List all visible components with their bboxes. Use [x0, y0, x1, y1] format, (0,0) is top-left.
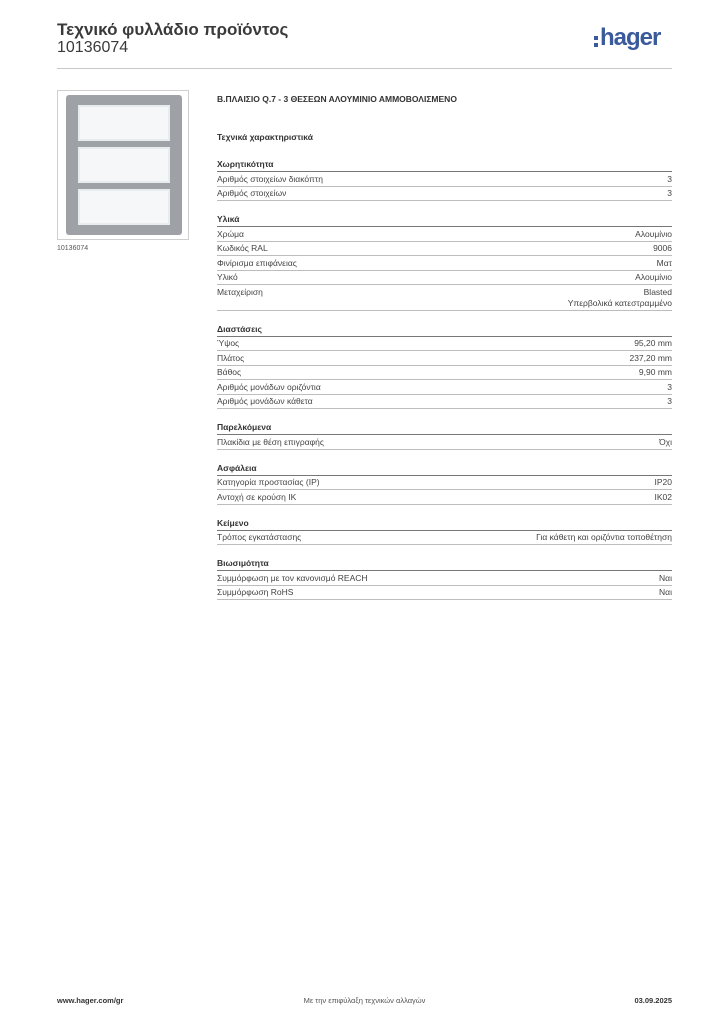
- spec-value: [629, 353, 672, 364]
- spec-value-line: 3: [667, 396, 672, 406]
- footer-website-link[interactable]: www.hager.com/gr: [57, 996, 124, 1005]
- spec-label: Συμμόρφωση RoHS: [217, 587, 294, 597]
- spec-value: [667, 188, 672, 199]
- spec-value: [536, 532, 672, 543]
- spec-value-line: 3: [667, 381, 672, 392]
- header-product-code: 10136074: [57, 39, 129, 56]
- spec-label: Αντοχή σε κρούση IK: [217, 491, 297, 502]
- spec-value-line: Blasted: [643, 286, 672, 297]
- footer-notice: Με την επιφύλαξη τεχνικών αλλαγών: [303, 996, 426, 1005]
- product-image: [57, 90, 189, 240]
- spec-value: [659, 573, 672, 584]
- frame-illustration: [66, 95, 182, 235]
- spec-label: Ύψος: [217, 338, 240, 348]
- section-title: Ασφάλεια: [217, 463, 672, 476]
- spec-value-line: 237,20 mm: [629, 352, 672, 363]
- spec-row: [217, 227, 672, 242]
- spec-value: [659, 437, 672, 448]
- section-title: Διαστάσεις: [217, 324, 672, 337]
- spec-value-line: Ναι: [659, 587, 672, 597]
- spec-row: [217, 380, 672, 395]
- spec-section: [217, 558, 672, 600]
- spec-label: Κωδικός RAL: [217, 243, 268, 253]
- logo-text: hager: [600, 24, 661, 51]
- spec-value-line: 95,20 mm: [634, 338, 672, 348]
- spec-row: [217, 337, 672, 352]
- spec-label: Φινίρισμα επιφάνειας: [217, 257, 297, 268]
- frame-slot-1: [78, 105, 170, 141]
- spec-sections: [217, 159, 672, 600]
- spec-row: [217, 271, 672, 286]
- section-title: Παρελκόμενα: [217, 422, 672, 435]
- spec-value-line: Αλουμίνιο: [635, 272, 672, 282]
- spec-section: [217, 214, 672, 311]
- section-title: Κείμενο: [217, 518, 672, 531]
- spec-label: Αριθμός μονάδων κάθετα: [217, 396, 313, 406]
- spec-value-line: 3: [667, 188, 672, 198]
- spec-value-line: Ματ: [656, 257, 672, 268]
- spec-value-line: 3: [667, 173, 672, 184]
- spec-value-line: 9006: [653, 243, 672, 253]
- spec-value-line: Ναι: [659, 572, 672, 583]
- spec-row: [217, 285, 672, 311]
- spec-value-line: Για κάθετη και οριζόντια τοποθέτηση: [536, 532, 672, 542]
- spec-label: Υλικό: [217, 272, 238, 282]
- spec-value: [655, 492, 673, 503]
- spec-label: Αριθμός στοιχείων διακόπτη: [217, 173, 323, 184]
- hager-logo[interactable]: [594, 26, 660, 56]
- spec-content: [217, 94, 672, 600]
- spec-label: Αριθμός στοιχείων: [217, 188, 287, 198]
- spec-value: [634, 338, 672, 349]
- spec-value: [667, 396, 672, 407]
- logo-colon-icon: [594, 36, 598, 47]
- spec-value: [635, 229, 672, 240]
- spec-section: [217, 159, 672, 201]
- spec-row: [217, 490, 672, 505]
- spec-value: [635, 272, 672, 283]
- spec-section: [217, 324, 672, 410]
- spec-value-line: IK02: [654, 491, 672, 502]
- header-divider: [57, 68, 672, 69]
- spec-value: [568, 287, 672, 309]
- footer-date: 03.09.2025: [634, 996, 672, 1005]
- section-title: Χωρητικότητα: [217, 159, 672, 172]
- spec-row: [217, 351, 672, 366]
- spec-label: Αριθμός μονάδων οριζόντια: [217, 381, 321, 392]
- section-title: Βιωσιμότητα: [217, 558, 672, 571]
- product-image-caption: 10136074: [57, 245, 89, 252]
- spec-value-line: Όχι: [659, 436, 672, 447]
- spec-label: Συμμόρφωση με τον κανονισμό REACH: [217, 572, 368, 583]
- spec-value-line: 9,90 mm: [638, 367, 672, 377]
- spec-value-line: Υπερβολικά κατεστραμμένο: [567, 297, 672, 308]
- frame-slot-3: [78, 189, 170, 225]
- spec-value: [655, 477, 673, 488]
- spec-row: [217, 256, 672, 271]
- spec-label: Χρώμα: [217, 228, 244, 239]
- spec-value: [667, 382, 672, 393]
- spec-row: [217, 531, 672, 546]
- spec-label: Πλάτος: [217, 352, 245, 363]
- spec-value: [667, 174, 672, 185]
- tech-heading: Τεχνικά χαρακτηριστικά: [217, 132, 313, 142]
- spec-section: [217, 518, 672, 546]
- header-title: Τεχνικό φυλλάδιο προϊόντος: [57, 20, 289, 39]
- spec-row: [217, 586, 672, 601]
- spec-label: Βάθος: [217, 367, 242, 377]
- spec-row: [217, 476, 672, 491]
- section-title: Υλικά: [217, 214, 672, 227]
- spec-row: [217, 571, 672, 586]
- spec-value: [657, 258, 672, 269]
- spec-row: [217, 187, 672, 202]
- spec-section: [217, 422, 672, 450]
- spec-value-line: IP20: [654, 477, 672, 487]
- spec-section: [217, 463, 672, 505]
- spec-row: [217, 435, 672, 450]
- spec-row: [217, 395, 672, 410]
- frame-slot-2: [78, 147, 170, 183]
- product-title: Β.ΠΛΑΙΣΙΟ Q.7 - 3 ΘΕΣΕΩΝ ΑΛΟΥΜΙΝΙΟ ΑΜΜΟΒΟΛΙΣΜΕΝΟ: [217, 94, 457, 104]
- spec-row: [217, 172, 672, 187]
- spec-value: [639, 367, 672, 378]
- spec-value: [659, 587, 672, 598]
- spec-label: Μεταχείριση: [217, 286, 263, 297]
- spec-value: [653, 243, 672, 254]
- spec-row: [217, 242, 672, 257]
- spec-label: Τρόπος εγκατάστασης: [217, 532, 302, 542]
- spec-label: Πλακίδια με θέση επιγραφής: [217, 436, 324, 447]
- spec-row: [217, 366, 672, 381]
- spec-label: Κατηγορία προστασίας (IP): [217, 477, 320, 487]
- spec-value-line: Αλουμίνιο: [635, 228, 672, 239]
